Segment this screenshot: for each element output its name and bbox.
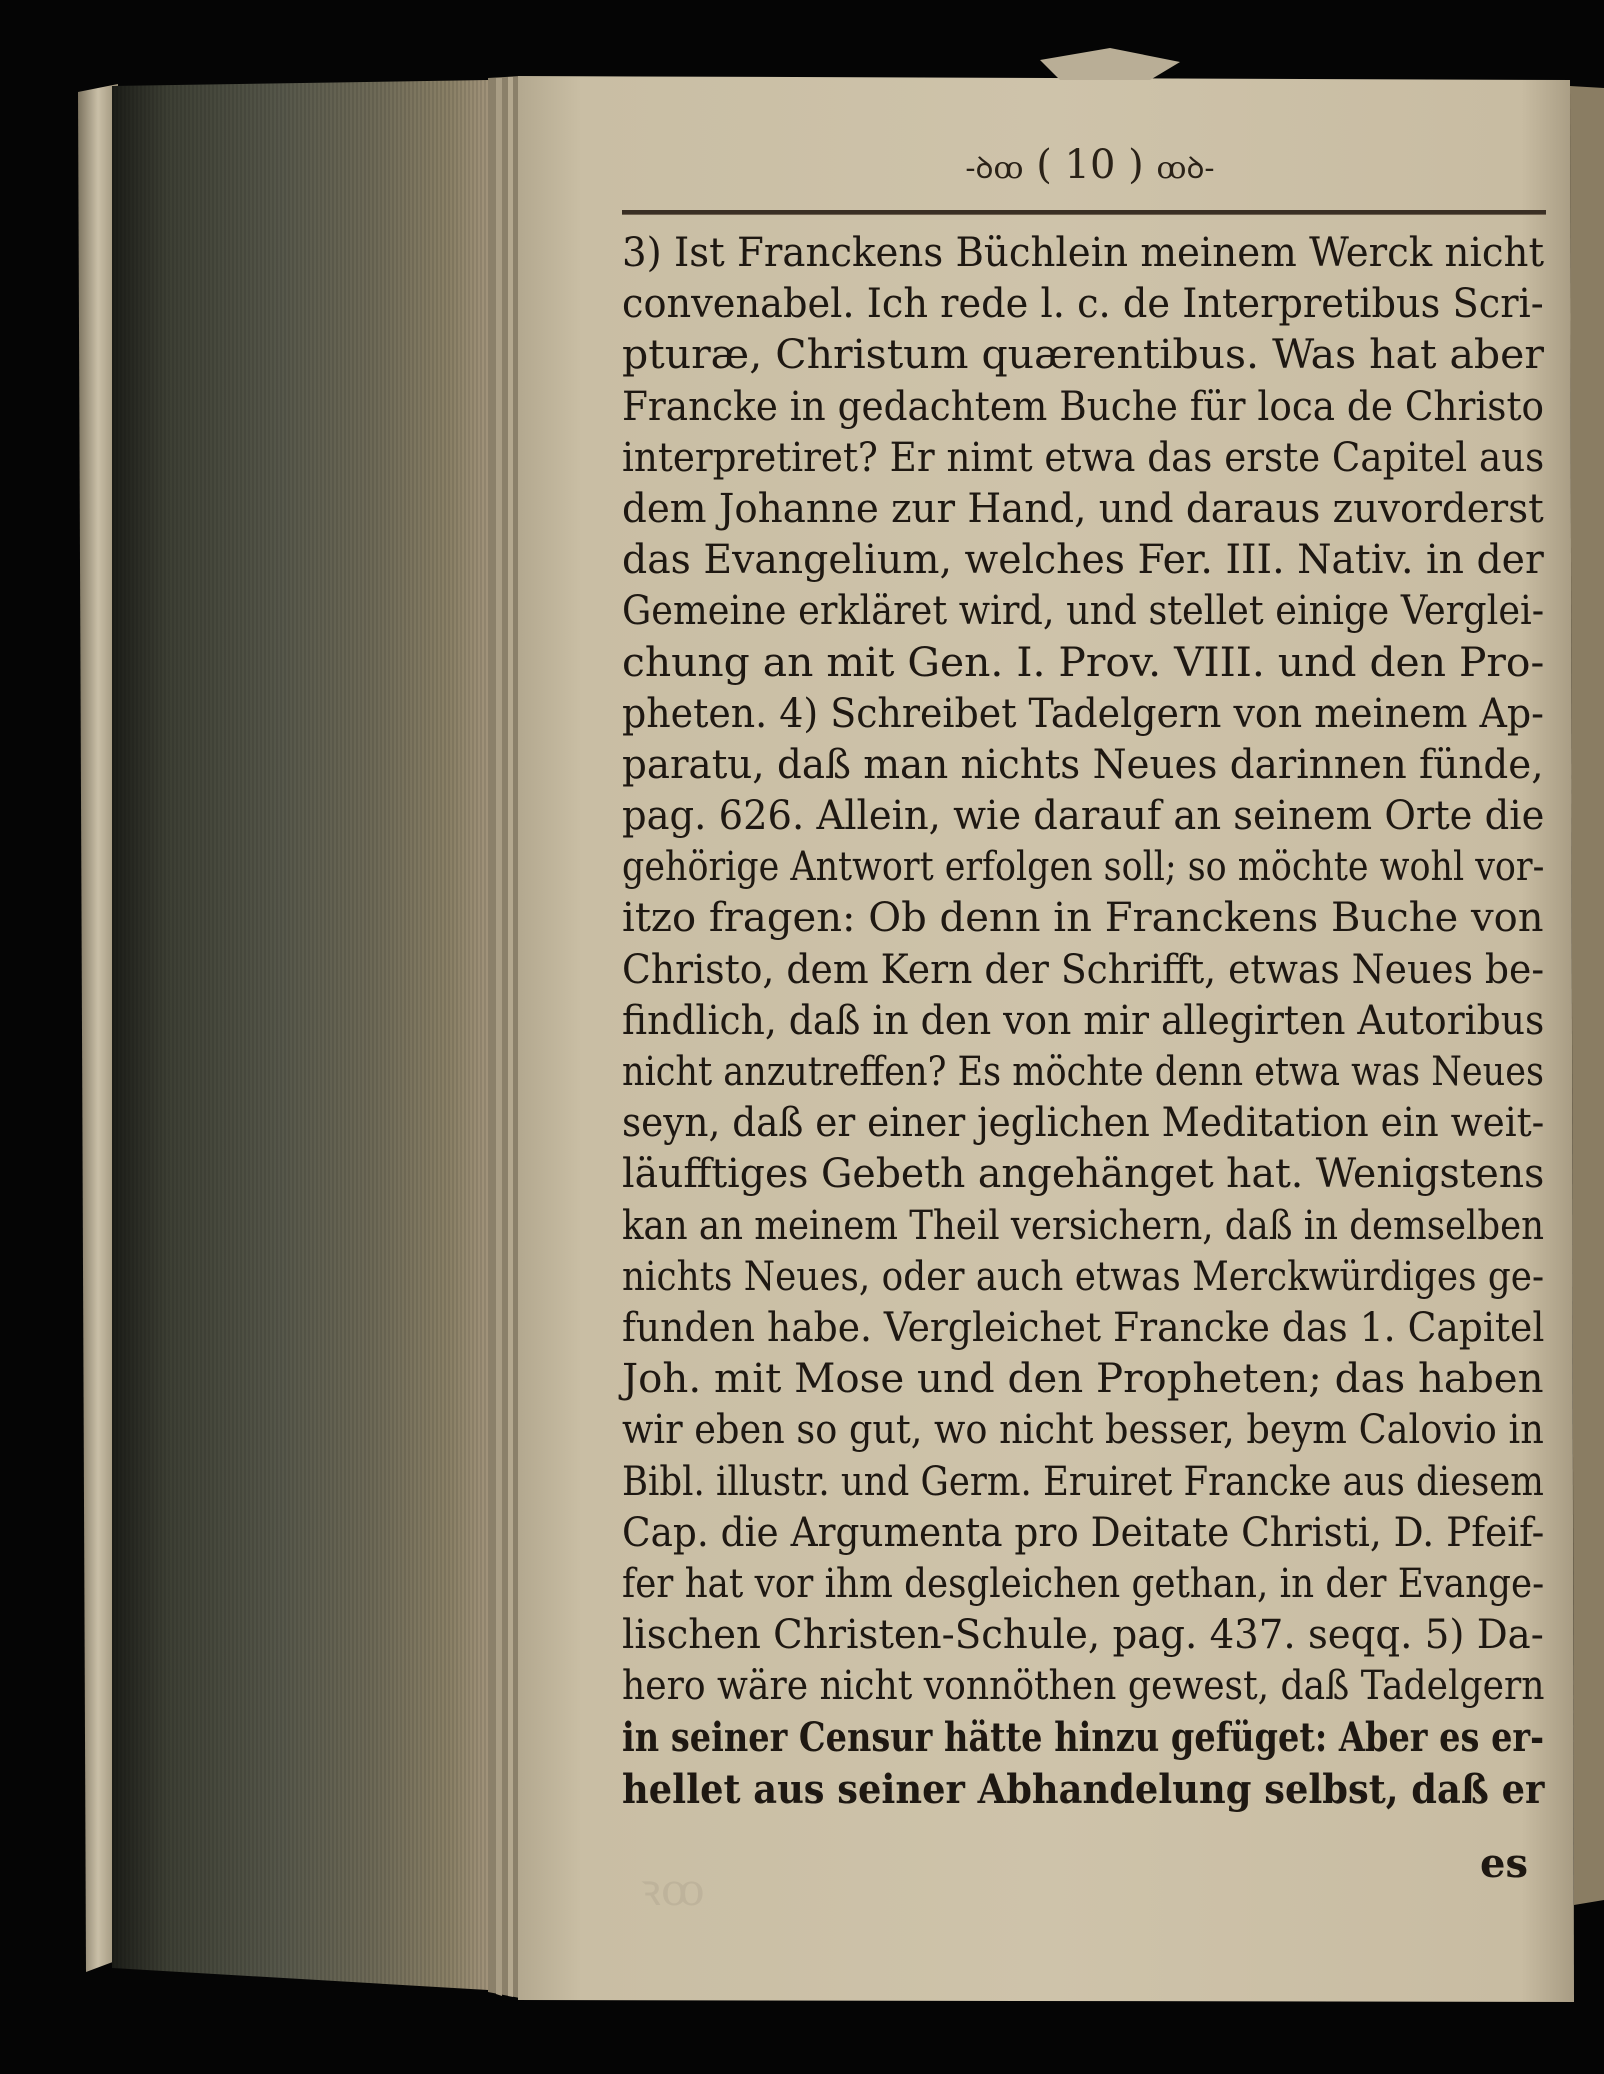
text-line: in seiner Censur hätte hinzu gefüget: Aber es er-: [622, 1714, 1545, 1762]
text-line: das Evangelium, welches Fer. III. Nativ. in der: [622, 537, 1544, 584]
text-line: 3) Ist Franckens Büchlein meinem Werck nicht: [622, 230, 1545, 276]
text-line: kan an meinem Theil versichern, daß in demselben: [622, 1202, 1545, 1249]
text-line: wir eben so gut, wo nicht besser, beym Calovio in: [622, 1407, 1544, 1454]
text-line: gehörige Antwort erfolgen soll; so möchte wohl vor-: [622, 844, 1545, 891]
text-line: findlich, daß in den von mir allegirten Autoribus: [622, 997, 1545, 1044]
running-header: [900, 142, 1280, 188]
text-line: paratu, daß man nichts Neues darinnen fünde,: [622, 741, 1544, 788]
text-line: pheten. 4) Schreibet Tadelgern von meinem Ap-: [622, 690, 1544, 737]
text-line: Gemeine erkläret wird, und stellet einige Verglei-: [622, 588, 1545, 635]
text-line: fer hat vor ihm desgleichen gethan, in der Evange-: [622, 1560, 1545, 1607]
text-line: convenabel. Ich rede l. c. de Interpretibus Scri-: [622, 281, 1544, 328]
text-line: chung an mit Gen. I. Prov. VIII. und den Pro-: [622, 639, 1545, 686]
catchword: es: [1480, 1840, 1528, 1887]
svg-text:ꝛꝏ: ꝛꝏ: [640, 1865, 705, 1916]
text-line: itzo fragen: Ob denn in Franckens Buche von: [622, 895, 1544, 942]
text-line: lischen Christen-Schule, pag. 437. seqq. 5) Da-: [622, 1612, 1544, 1659]
text-line: hero wäre nicht vonnöthen gewest, daß Tadelgern: [622, 1663, 1545, 1710]
header-ornament-left: -ꝺꝏ: [965, 151, 1024, 186]
text-line: Francke in gedachtem Buche für loca de Christo: [622, 383, 1544, 430]
text-line: seyn, daß er einer jeglichen Meditation ein weit-: [622, 1100, 1545, 1147]
text-line: Bibl. illustr. und Germ. Eruiret Francke aus diesem: [622, 1458, 1544, 1505]
header-rule: [622, 210, 1546, 215]
text-line: läufftiges Gebeth angehänget hat. Wenigstens: [622, 1151, 1545, 1198]
text-line: interpretiret? Er nimt etwa das erste Capitel aus: [622, 434, 1545, 481]
text-line: pturæ, Christum quærentibus. Was hat aber: [622, 332, 1544, 379]
text-line: nicht anzutreffen? Es möchte denn etwa was Neues: [622, 1049, 1544, 1095]
text-line: dem Johanne zur Hand, und daraus zuvorderst: [622, 485, 1544, 532]
page-number: ( 10 ): [1036, 142, 1144, 188]
text-line: funden habe. Vergleichet Francke das 1. Capitel: [622, 1304, 1545, 1351]
text-line: Cap. die Argumenta pro Deitate Christi, D. Pfeif-: [622, 1509, 1545, 1556]
text-line: Christo, dem Kern der Schrifft, etwas Neues be-: [622, 946, 1545, 993]
body-text: [622, 228, 1544, 1868]
text-line: nichts Neues, oder auch etwas Merckwürdiges ge-: [622, 1253, 1545, 1300]
text-line: hellet aus seiner Abhandelung selbst, daß er: [622, 1765, 1545, 1813]
text-line: pag. 626. Allein, wie darauf an seinem Orte die: [622, 793, 1545, 840]
text-line: Joh. mit Mose und den Propheten; das haben: [622, 1356, 1544, 1403]
header-ornament-right: ꝏꝺ-: [1156, 151, 1215, 186]
